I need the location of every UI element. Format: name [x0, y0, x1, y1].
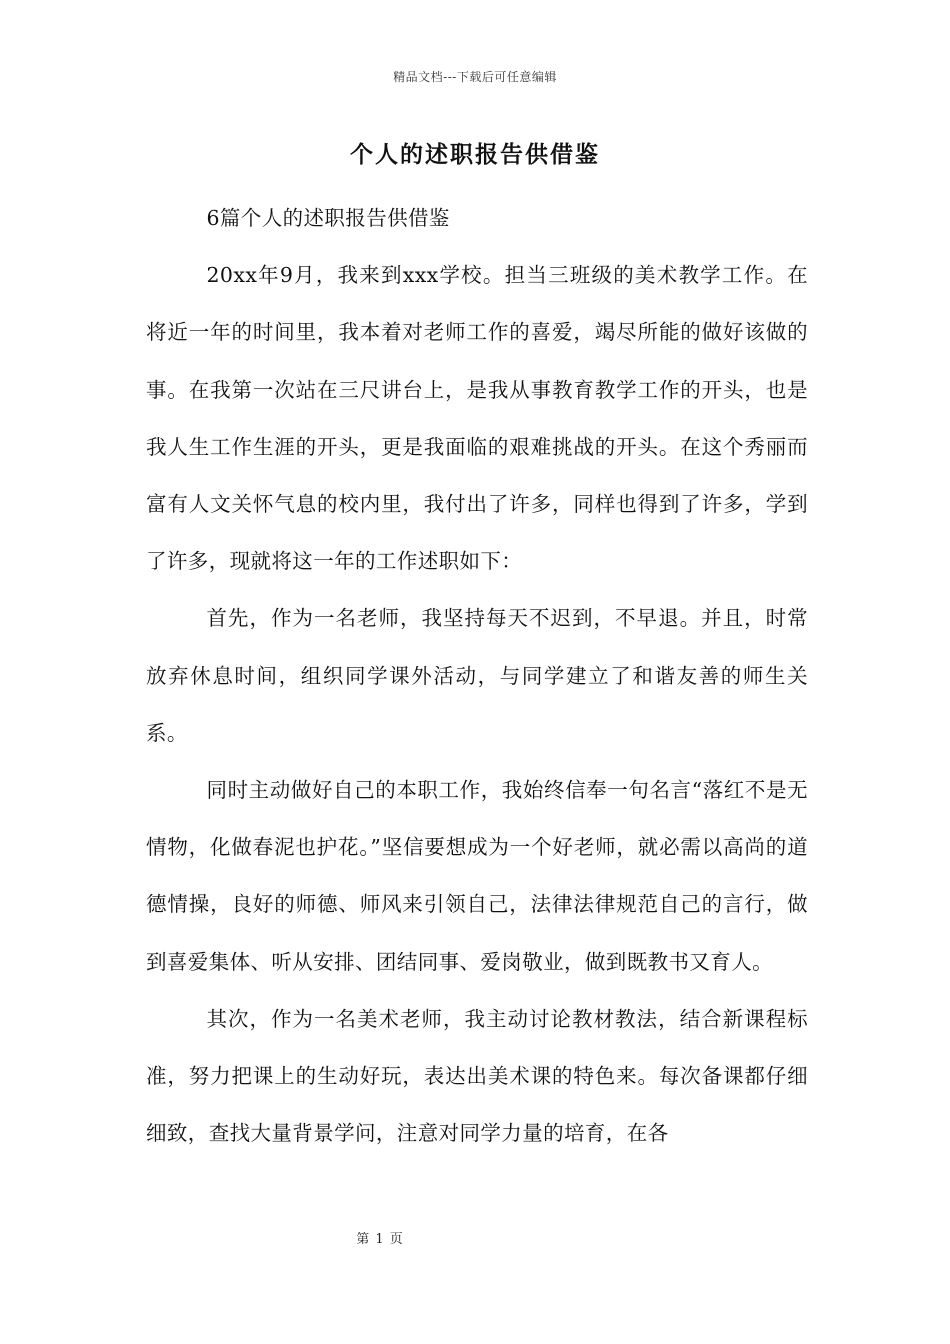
paragraph: 其次，作为一名美术老师，我主动讨论教材教法，结合新课程标准，努力把课上的生动好玩，表达出美术课的特色来。每次备课都仔细细致，查找大量背景学问，注意对同学力量的培育，在各 [146, 1006, 808, 1146]
paragraph: 首先，作为一名老师，我坚持每天不迟到，不早退。并且，时常放弃休息时间，组织同学课外活动，与同学建立了和谐友善的师生关系。 [146, 606, 808, 745]
document-body [146, 190, 808, 1162]
paragraph: 同时主动做好自己的本职工作，我始终信奉一句名言“落红不是无情物，化做春泥也护花。”坚信要想成为一个好老师，就必需以高尚的道德情操，良好的师德、师风来引领自己，法律法律规范自己的言行，做到喜爱集体、听从安排、团结同事、爱岗敬业，做到既教书又育人。 [146, 778, 808, 974]
page-number: 第 1 页 [356, 1232, 404, 1247]
header-note: 精品文档---下载后可任意编辑 [393, 70, 557, 84]
paragraph-subtitle: 6篇个人的述职报告供借鉴 [206, 206, 450, 230]
paragraph: 20xx年9月，我来到xxx学校。担当三班级的美术教学工作。在将近一年的时间里，我本着对老师工作的喜爱，竭尽所能的做好该做的事。在我第一次站在三尺讲台上，是我从事教育教学工作的开头，也是我人生工作生涯的开头，更是我面临的艰难挑战的开头。在这个秀丽而富有人文关怀气息的校内里，我付出了许多，同样也得到了许多，学到了许多，现就将这一年的工作述职如下： [146, 263, 808, 574]
document-title: 个人的述职报告供借鉴 [350, 141, 600, 168]
